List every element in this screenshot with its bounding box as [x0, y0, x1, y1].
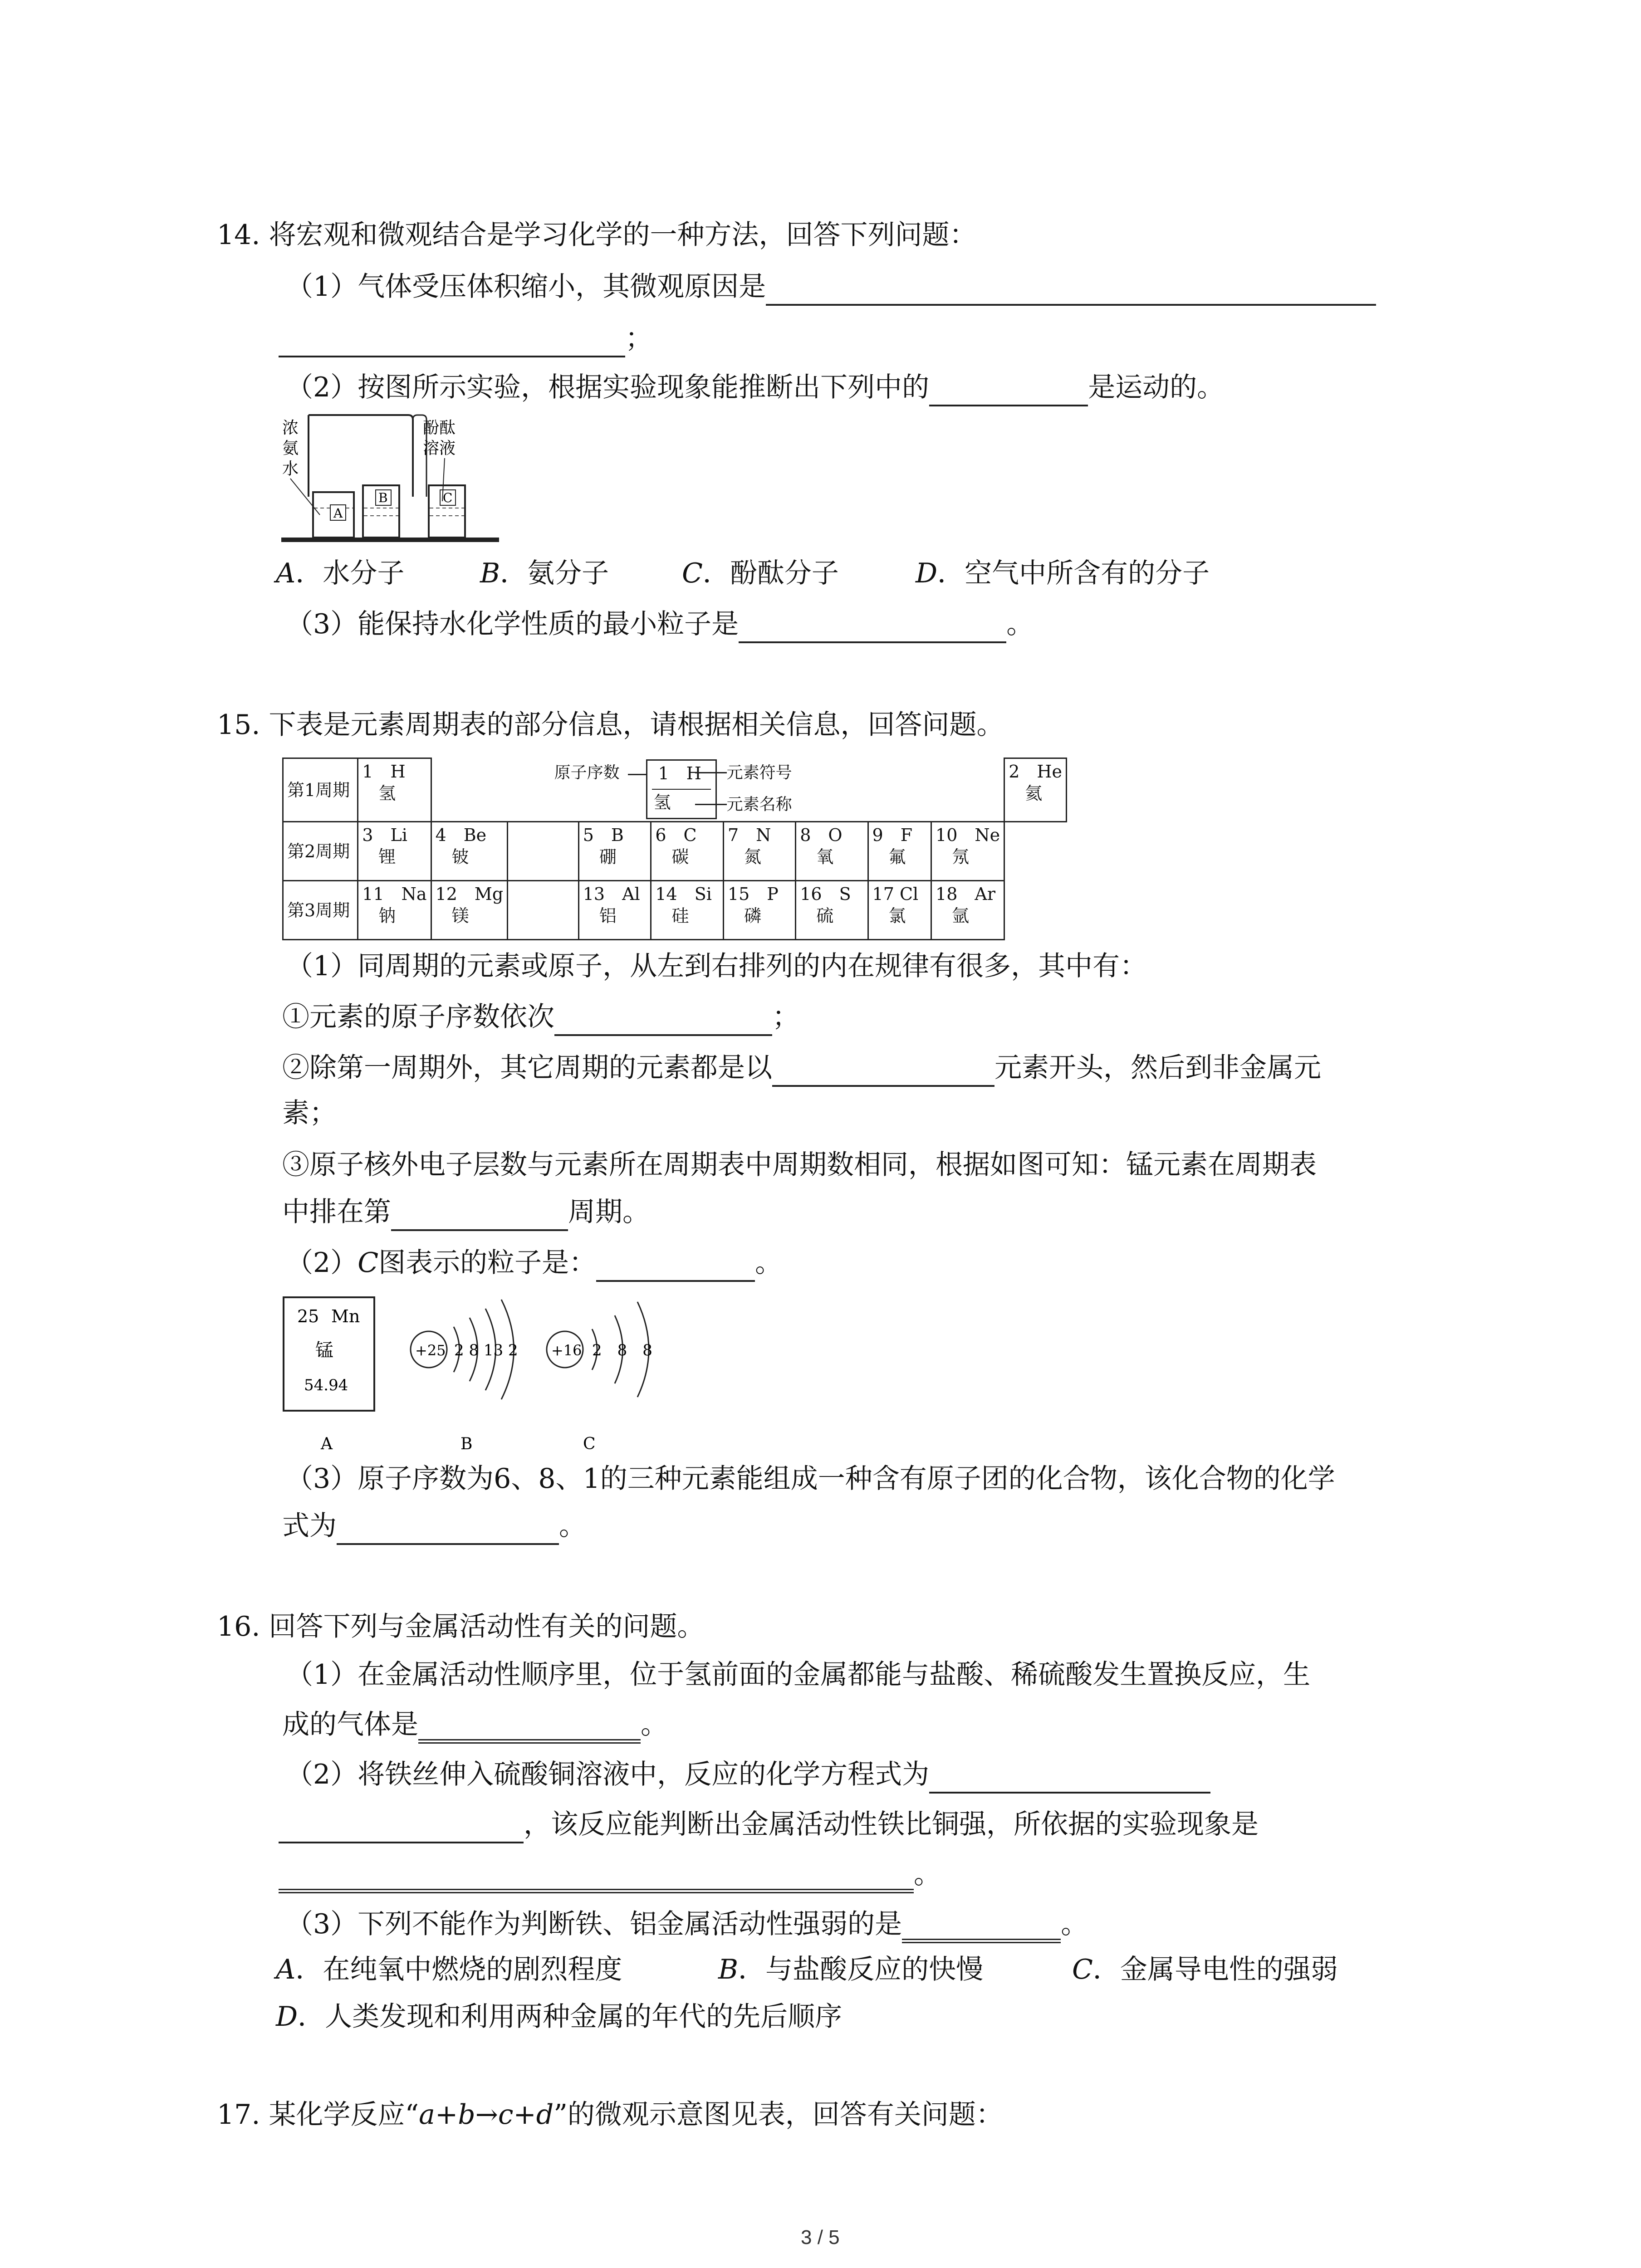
element-cell: 6 C 碳 — [651, 822, 724, 881]
q15-part3-cont: 式为 。 — [282, 1507, 586, 1545]
q15-rule2-cont: 素； — [282, 1097, 337, 1129]
mn-name: 锰 — [315, 1340, 333, 1361]
q15-rule3-cont: 中排在第 周期。 — [282, 1193, 650, 1231]
mn-symbol: Mn — [331, 1306, 360, 1326]
q15-rule1-blank[interactable] — [554, 1005, 772, 1036]
beaker-a-label: A — [333, 506, 343, 521]
q14-part2-text: （2）按图所示实验，根据实验现象能推断出下列中的 — [286, 371, 930, 403]
q15-atom-figure — [279, 1293, 687, 1465]
q15-part2: （2）C图表示的粒子是： 。 — [286, 1244, 782, 1282]
page-number: 3 / 5 — [801, 2226, 840, 2248]
period-3-label: 第3周期 — [283, 881, 358, 940]
period-2-row — [283, 822, 1067, 881]
period-3-row — [283, 881, 1067, 940]
element-cell: 1 H 氢 — [358, 758, 431, 822]
legend-example-cell: 1 H 氢 — [646, 759, 717, 819]
element-cell: 13 Al 铝 — [578, 881, 651, 940]
label-ammonia: 氨 — [282, 439, 299, 458]
q16-part2: （2）将铁丝伸入硫酸铜溶液中，反应的化学方程式为 — [286, 1755, 1210, 1794]
element-cell: 5 B 硼 — [578, 822, 651, 881]
q14-options — [276, 554, 1210, 592]
q16-part2-blank[interactable] — [929, 1763, 1210, 1794]
q16-part2-phenomenon: 。 — [279, 1855, 941, 1893]
element-cell: 10 Ne 氖 — [931, 822, 1004, 881]
element-cell: 3 Li 锂 — [358, 822, 431, 881]
q14-option-b[interactable]: B．氨分子 — [480, 557, 609, 589]
element-cell: 17 Cl 氯 — [868, 881, 931, 940]
q14-part1 — [286, 268, 1376, 306]
q14-answer1-blank-cont[interactable] — [279, 327, 625, 357]
q15-part3: （3）原子序数为6、8、1的三种元素能组成一种含有原子团的化合物，该化合物的化学 — [286, 1463, 1335, 1495]
q15-part1: （1）同周期的元素或原子，从左到右排列的内在规律有很多，其中有： — [286, 950, 1147, 982]
q15-rule1: ①元素的原子序数依次 ； — [282, 998, 799, 1036]
q14-part3-text: （3）能保持水化学性质的最小粒子是 — [286, 608, 739, 640]
q16-part3: （3）下列不能作为判断铁、铝金属活动性强弱的是 。 — [286, 1905, 1088, 1943]
atom-c-nucleus-charge: +16 — [551, 1342, 582, 1359]
q14-part3-end: 。 — [1006, 608, 1034, 640]
q14-answer1-blank[interactable] — [766, 275, 1376, 306]
q16-option-c[interactable]: C．金属导电性的强弱 — [1072, 1954, 1338, 1985]
period-2-label: 第2周期 — [283, 822, 358, 881]
q15-rule3: ③原子核外电子层数与元素所在周期表中周期数相同，根据如图可知：锰元素在周期表 — [282, 1149, 1317, 1181]
q16-phenomenon-blank[interactable] — [279, 1860, 914, 1893]
period-1-row — [283, 758, 1067, 822]
legend-area — [431, 758, 931, 822]
q14-answer2-blank[interactable] — [929, 376, 1088, 406]
q14-option-d[interactable]: D．空气中所含有的分子 — [916, 557, 1210, 589]
figure-a-label: A — [321, 1435, 333, 1453]
element-cell: 12 Mg 镁 — [431, 881, 508, 940]
q15-part3-blank[interactable] — [337, 1514, 559, 1545]
periodic-table — [282, 758, 1067, 940]
q14-part1-text: （1）气体受压体积缩小，其微观原因是 — [286, 271, 766, 303]
q16-option-b[interactable]: B．与盐酸反应的快慢 — [718, 1954, 984, 1985]
q16-part2-blank-cont[interactable] — [279, 1813, 524, 1843]
q16-option-d[interactable]: D．人类发现和利用两种金属的年代的先后顺序 — [276, 2001, 843, 2033]
atom-b-nucleus-charge: +25 — [415, 1342, 446, 1359]
q15-title: 15. 下表是元素周期表的部分信息，请根据相关信息，回答问题。 — [217, 709, 1004, 741]
element-cell: 4 Be 铍 — [431, 822, 508, 881]
beaker-b-label: B — [378, 490, 388, 505]
figure-c-label: C — [583, 1435, 596, 1453]
q16-options-row1 — [276, 1950, 1338, 1989]
q15-rule2: ②除第一周期外，其它周期的元素都是以 元素开头，然后到非金属元 — [282, 1049, 1321, 1087]
q16-part1: （1）在金属活动性顺序里，位于氢前面的金属都能与盐酸、稀硫酸发生置换反应，生 — [286, 1659, 1311, 1691]
q14-option-c[interactable]: C．酚酞分子 — [682, 557, 839, 589]
q14-part2 — [286, 368, 1224, 406]
q16-options-row2 — [276, 1998, 842, 2036]
element-cell: 8 O 氧 — [796, 822, 868, 881]
q14-answer3-blank[interactable] — [739, 612, 1006, 643]
q16-title: 16. 回答下列与金属活动性有关的问题。 — [217, 1611, 705, 1642]
q14-part1-cont — [279, 319, 652, 357]
q14-part1-end: ； — [625, 323, 652, 354]
legend-name: 元素名称 — [726, 795, 792, 814]
legend-atomic-number: 原子序数 — [554, 763, 620, 782]
label-water: 水 — [282, 459, 299, 478]
element-cell: 16 S 硫 — [796, 881, 868, 940]
mn-mass: 54.94 — [304, 1376, 348, 1394]
q16-part1-blank[interactable] — [418, 1710, 641, 1744]
period-1-label: 第1周期 — [283, 758, 358, 822]
atom-b-shells: 2 8 13 2 — [454, 1341, 518, 1359]
element-cell: 15 P 磷 — [723, 881, 795, 940]
label-phenolphthalein: 酚酞 — [423, 419, 456, 437]
mn-atomic-number: 25 — [297, 1306, 319, 1326]
label-concentrated: 浓 — [282, 419, 299, 437]
q14-title: 14. 将宏观和微观结合是学习化学的一种方法，回答下列问题： — [217, 219, 977, 251]
figure-b-label: B — [460, 1435, 473, 1453]
q17-title: 17. 某化学反应“a+b→c+d”的微观示意图见表，回答有关问题： — [217, 2099, 1003, 2131]
element-cell: 14 Si 硅 — [651, 881, 724, 940]
q15-part2-blank[interactable] — [596, 1251, 755, 1282]
beaker-c-label: C — [443, 490, 453, 505]
q15-rule3-blank[interactable] — [391, 1200, 568, 1231]
q14-option-a[interactable]: A．水分子 — [276, 557, 405, 589]
label-solution: 溶液 — [423, 439, 456, 458]
element-cell: 18 Ar 氩 — [931, 881, 1004, 940]
q16-part3-blank[interactable] — [902, 1910, 1061, 1943]
q15-rule2-blank[interactable] — [772, 1056, 994, 1087]
element-cell: 2 He 氦 — [1004, 758, 1067, 822]
q17-equation: a+b→c+d — [419, 2099, 554, 2131]
element-cell: 11 Na 钠 — [358, 881, 431, 940]
q14-part2-end: 是运动的。 — [1088, 371, 1225, 403]
element-cell: 9 F 氟 — [868, 822, 931, 881]
element-cell: 7 N 氮 — [723, 822, 795, 881]
atom-c-shells: 2 8 8 — [592, 1341, 652, 1359]
q16-option-a[interactable]: A．在纯氧中燃烧的剧烈程度 — [276, 1954, 622, 1985]
q14-ammonia-experiment-figure — [277, 411, 513, 547]
q14-part3 — [286, 605, 1034, 643]
q16-part2-cont: ，该反应能判断出金属活动性铁比铜强，所依据的实验现象是 — [279, 1805, 1259, 1843]
q16-part1-cont: 成的气体是 。 — [282, 1706, 668, 1744]
legend-symbol: 元素符号 — [726, 763, 792, 782]
